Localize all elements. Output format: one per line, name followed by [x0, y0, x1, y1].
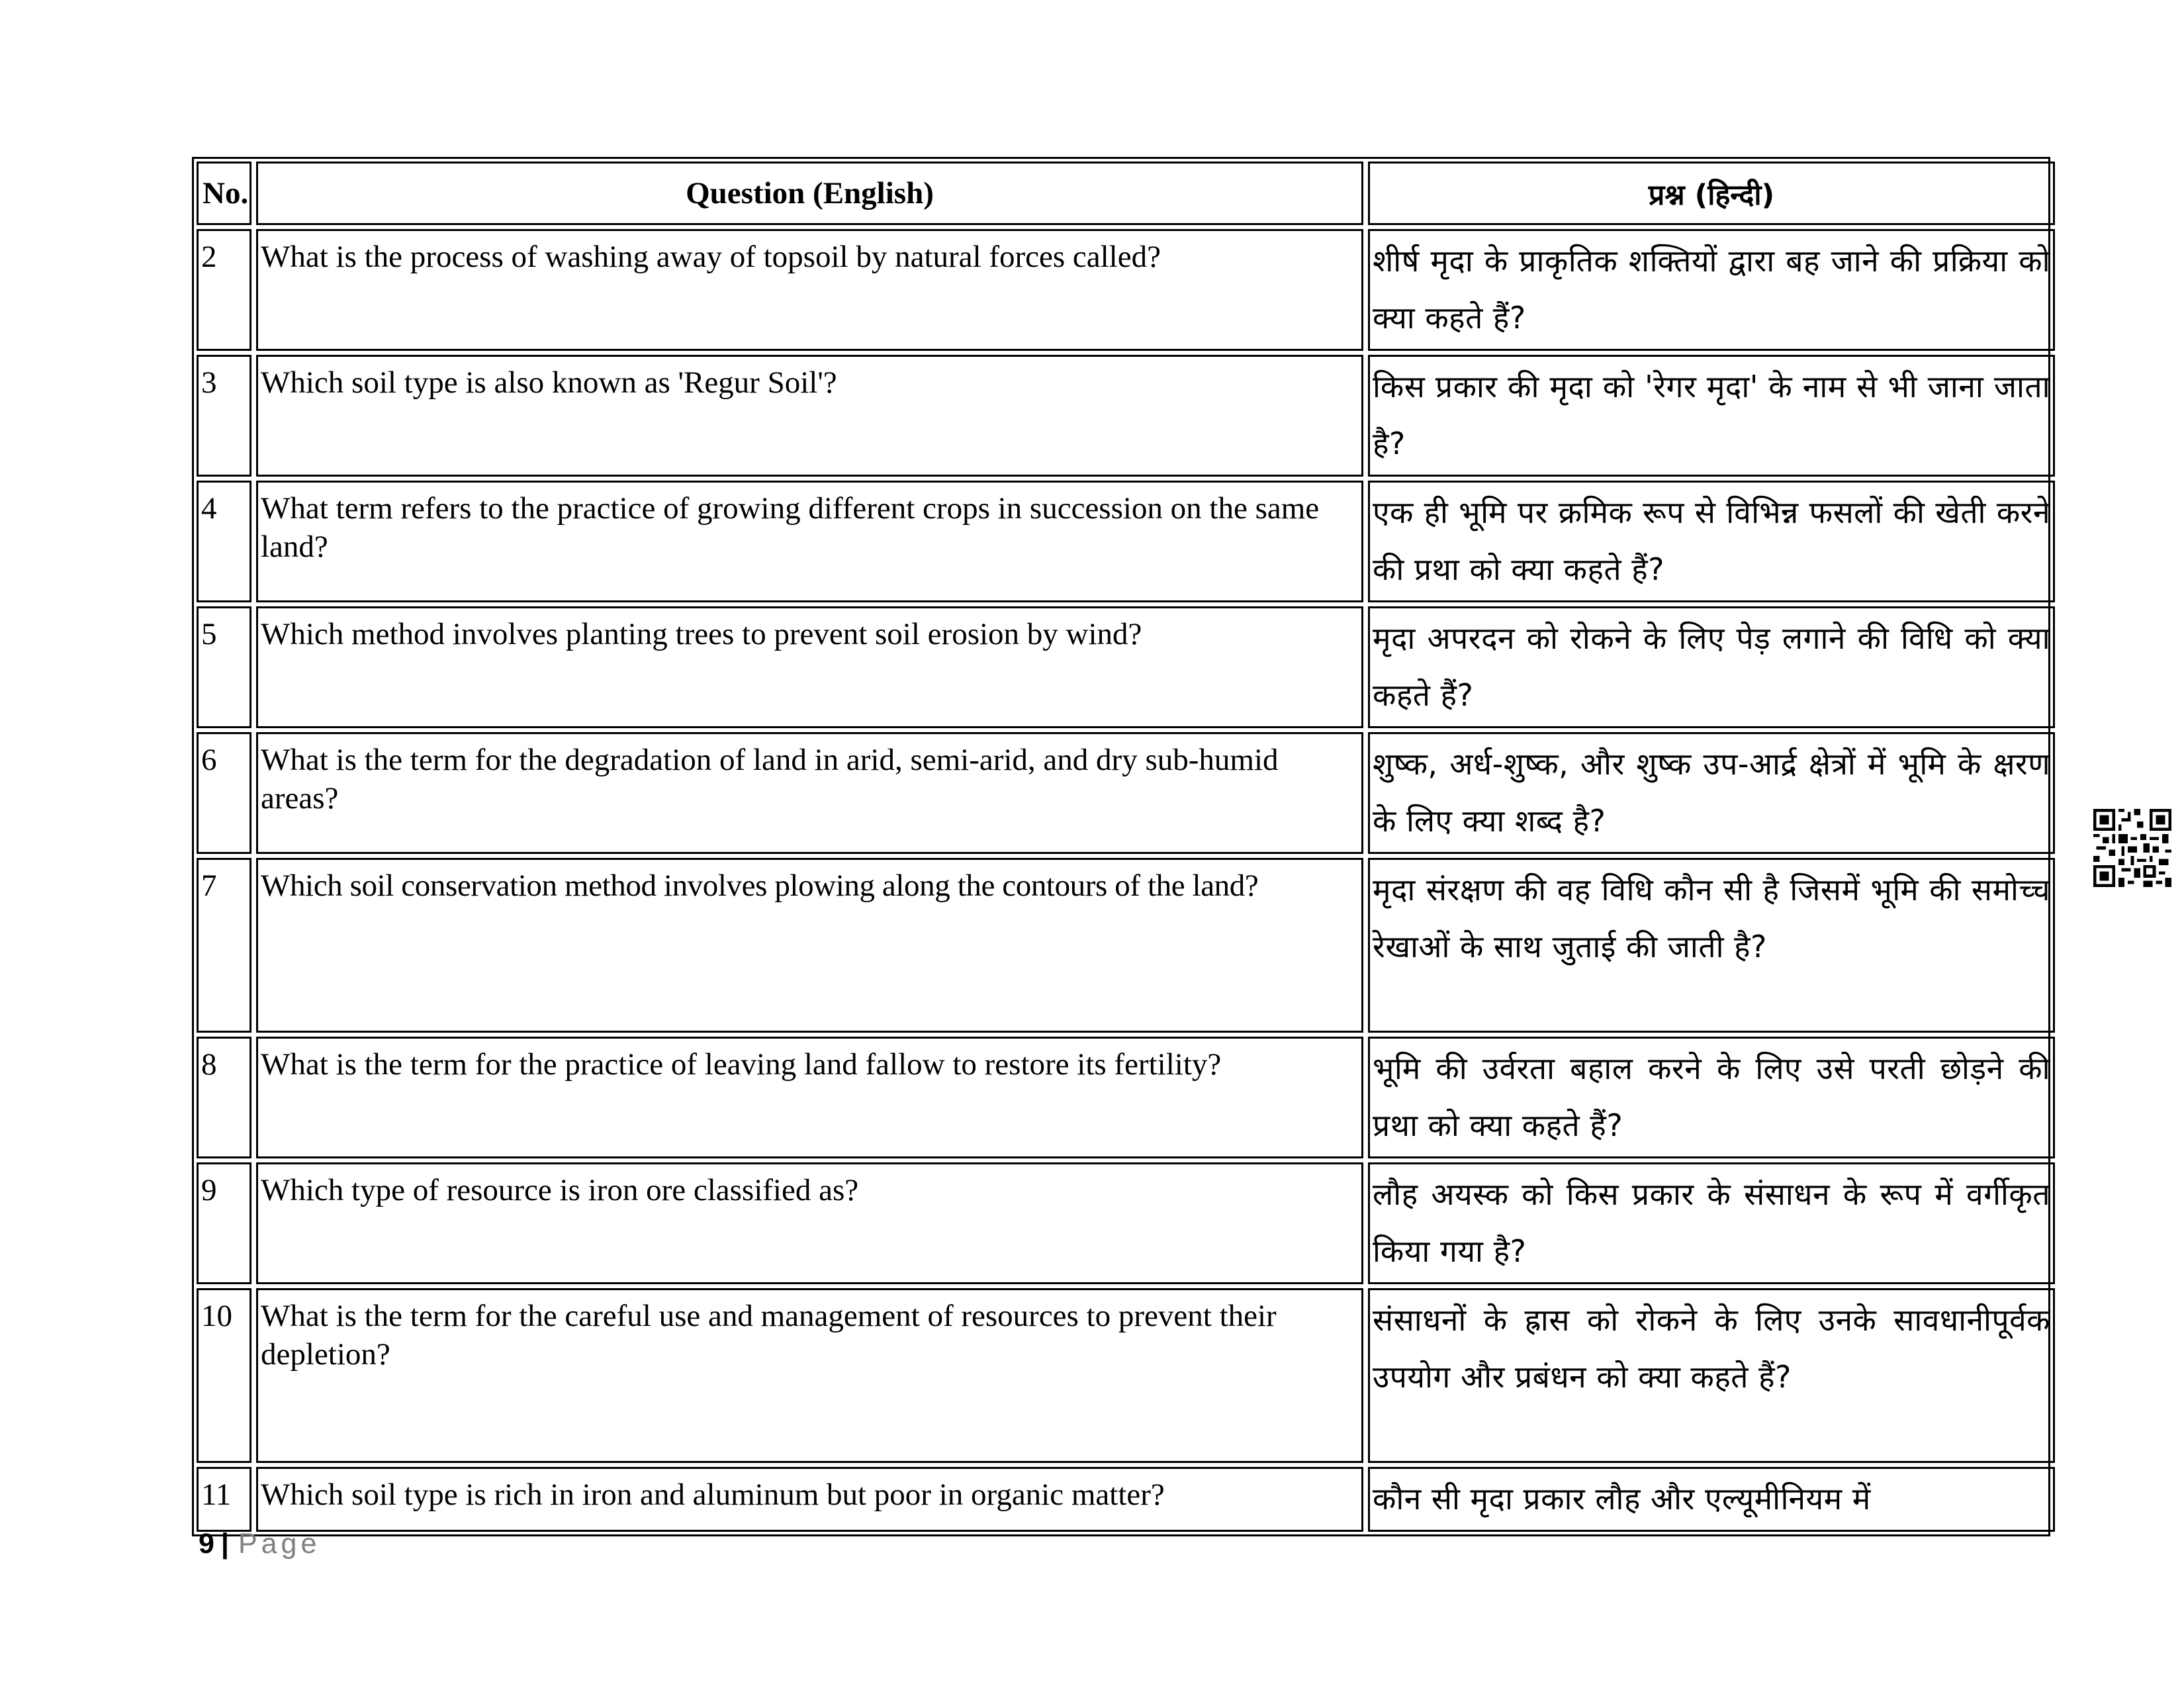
table-row	[197, 1288, 2055, 1463]
question-english: What is the term for the practice of leaving land fallow to restore its fertility?	[256, 1037, 1363, 1158]
question-hindi: मृदा संरक्षण की वह विधि कौन सी है जिसमें भूमि की समोच्च रेखाओं के साथ जुताई की जाती है?	[1368, 858, 2055, 1033]
question-table-frame	[192, 157, 2050, 1536]
table-row	[197, 732, 2055, 854]
question-hindi: एक ही भूमि पर क्रमिक रूप से विभिन्न फसलों की खेती करने की प्रथा को क्या कहते हैं?	[1368, 481, 2055, 602]
question-hindi: मृदा अपरदन को रोकने के लिए पेड़ लगाने की विधि को क्या कहते हैं?	[1368, 606, 2055, 728]
row-number: 9	[197, 1162, 251, 1284]
question-english: What is the process of washing away of topsoil by natural forces called?	[256, 229, 1363, 351]
page-footer	[199, 1528, 320, 1560]
question-english: What term refers to the practice of growing different crops in succession on the same land?	[256, 481, 1363, 602]
page-label: Page	[238, 1528, 321, 1560]
question-table	[192, 158, 2060, 1536]
question-hindi: किस प्रकार की मृदा को 'रेगर मृदा' के नाम से भी जाना जाता है?	[1368, 355, 2055, 477]
table-row	[197, 1037, 2055, 1158]
header-no: No.	[197, 162, 251, 225]
row-number: 7	[197, 858, 251, 1033]
row-number: 8	[197, 1037, 251, 1158]
row-number: 10	[197, 1288, 251, 1463]
question-hindi: भूमि की उर्वरता बहाल करने के लिए उसे परती छोड़ने की प्रथा को क्या कहते हैं?	[1368, 1037, 2055, 1158]
question-hindi: कौन सी मृदा प्रकार लौह और एल्यूमीनियम में	[1368, 1467, 2055, 1532]
header-question-hindi: प्रश्न (हिन्दी)	[1368, 162, 2055, 225]
page-number: 9	[199, 1528, 214, 1560]
question-english: Which method involves planting trees to prevent soil erosion by wind?	[256, 606, 1363, 728]
footer-separator: |	[220, 1528, 229, 1560]
question-hindi: शीर्ष मृदा के प्राकृतिक शक्तियों द्वारा बह जाने की प्रक्रिया को क्या कहते हैं?	[1368, 229, 2055, 351]
question-hindi: संसाधनों के ह्रास को रोकने के लिए उनके सावधानीपूर्वक उपयोग और प्रबंधन को क्या कहते हैं?	[1368, 1288, 2055, 1463]
question-english: What is the term for the degradation of land in arid, semi-arid, and dry sub-humid areas?	[256, 732, 1363, 854]
row-number: 5	[197, 606, 251, 728]
table-row	[197, 481, 2055, 602]
row-number: 6	[197, 732, 251, 854]
table-row	[197, 229, 2055, 351]
question-english: Which soil conservation method involves plowing along the contours of the land?	[256, 858, 1363, 1033]
header-question-english: Question (English)	[256, 162, 1363, 225]
table-row	[197, 1467, 2055, 1532]
table-row	[197, 606, 2055, 728]
row-number: 11	[197, 1467, 251, 1532]
question-hindi: शुष्क, अर्ध-शुष्क, और शुष्क उप-आर्द्र क्षेत्रों में भूमि के क्षरण के लिए क्या शब्द है?	[1368, 732, 2055, 854]
table-row	[197, 1162, 2055, 1284]
question-hindi: लौह अयस्क को किस प्रकार के संसाधन के रूप में वर्गीकृत किया गया है?	[1368, 1162, 2055, 1284]
row-number: 2	[197, 229, 251, 351]
table-header-row	[197, 162, 2055, 225]
row-number: 4	[197, 481, 251, 602]
table-row	[197, 858, 2055, 1033]
question-english: Which soil type is also known as 'Regur Soil'?	[256, 355, 1363, 477]
question-english: What is the term for the careful use and management of resources to prevent their depletion?	[256, 1288, 1363, 1463]
question-english: Which type of resource is iron ore classified as?	[256, 1162, 1363, 1284]
qr-code-icon	[2093, 809, 2171, 887]
question-english: Which soil type is rich in iron and aluminum but poor in organic matter?	[256, 1467, 1363, 1532]
row-number: 3	[197, 355, 251, 477]
table-row	[197, 355, 2055, 477]
